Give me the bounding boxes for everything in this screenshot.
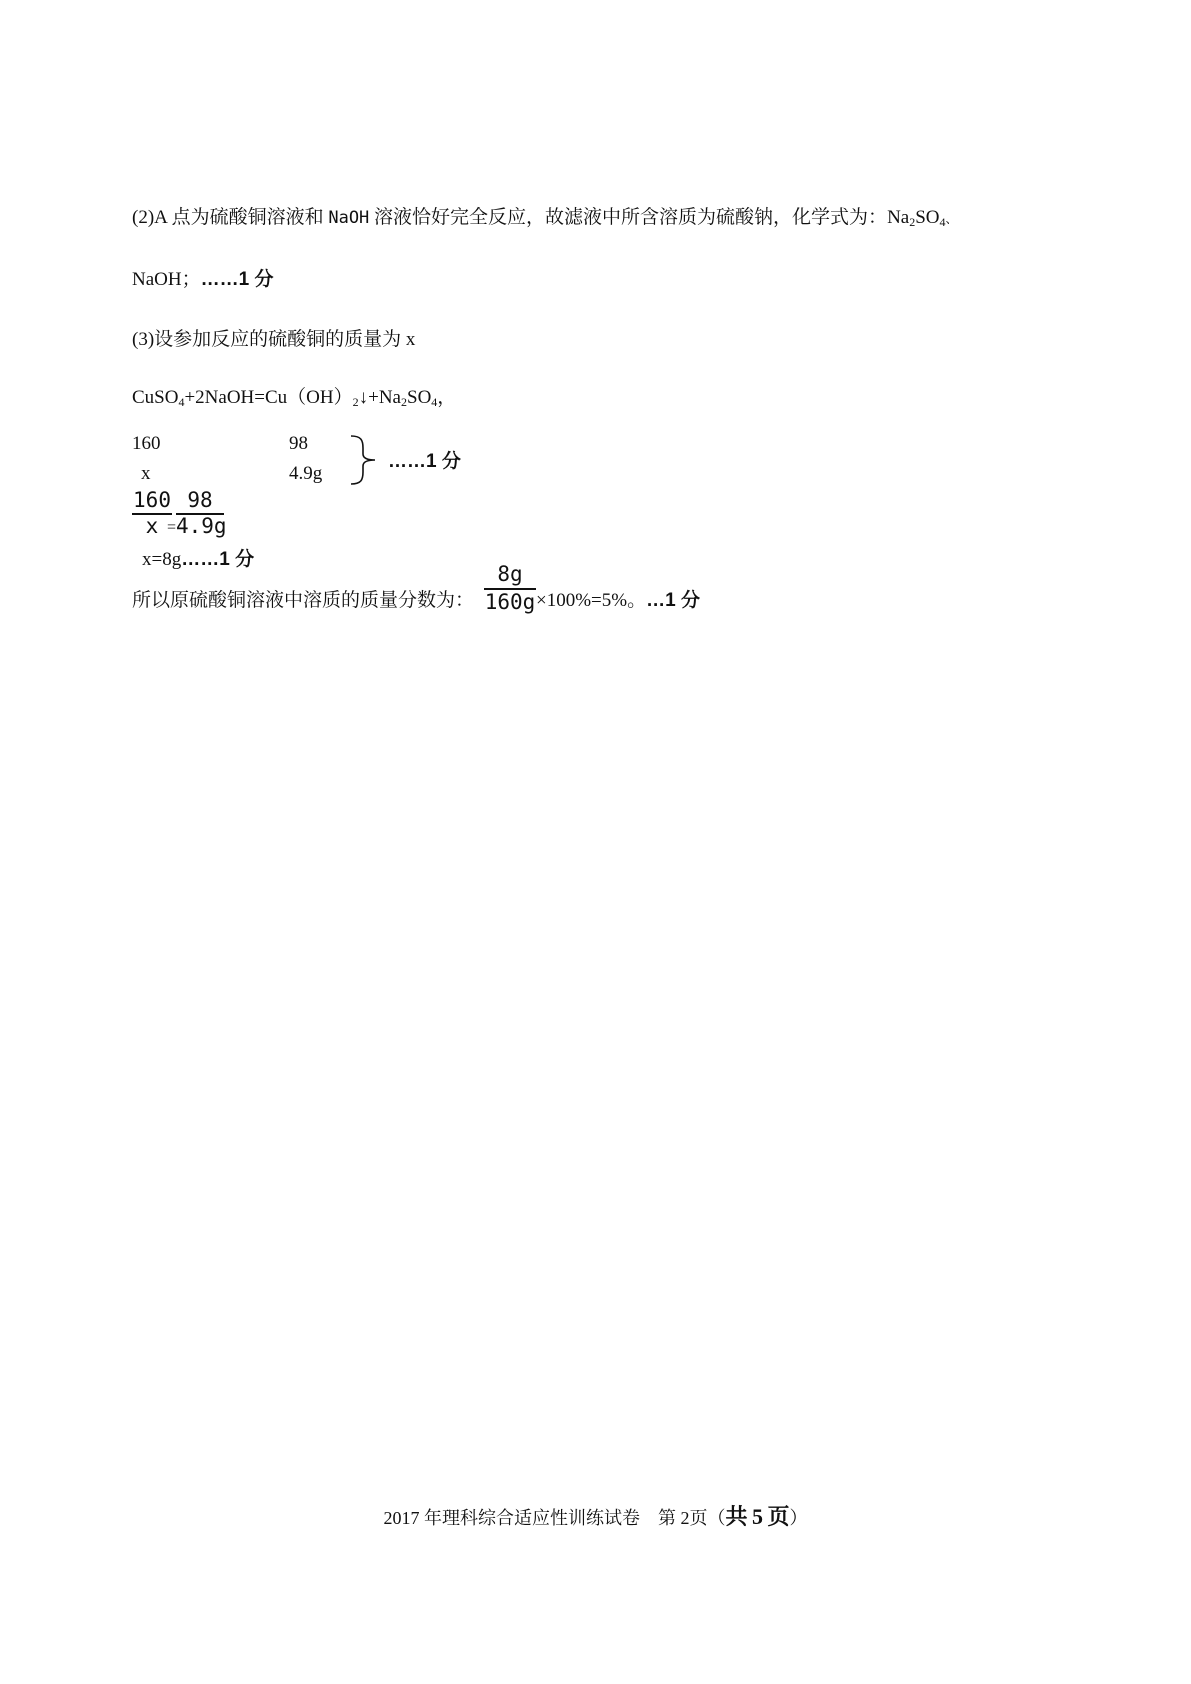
result-score: ……1 分 [181, 549, 255, 570]
footer-text: 2017 年理科综合适应性训练试卷 第 2页（ [383, 1508, 726, 1528]
ratio-r1c2: 98 [289, 433, 308, 454]
part3-line [132, 328, 415, 352]
fraction-right-den: 4.9g [176, 514, 227, 538]
part3-text: 设参加反应的硫酸铜的质量为 x [154, 329, 416, 350]
conclusion-tail: ×100%=5%。…1 分 [536, 590, 700, 611]
fraction-conclusion [484, 562, 536, 618]
ratio-r2c1: x [141, 463, 151, 484]
part2-line2 [132, 268, 273, 292]
part2-text: A 点为硫酸铜溶液和 [154, 207, 329, 228]
part3-label: (3) [132, 329, 155, 350]
ratio-r2c2: 4.9g [289, 463, 323, 484]
part2-naoh: NaOH [328, 208, 370, 228]
brace-icon [349, 434, 379, 486]
page-footer: 2017 年理科综合适应性训练试卷 第 2页（共 5 页） [383, 1504, 808, 1529]
chemical-equation: $CuSO_4+2NaOH=Cu(OH)_2↓+Na_2SO_4$， [132, 387, 457, 409]
ratio-r1c1: 160 [132, 433, 161, 454]
result-line [142, 548, 254, 572]
fraction-left [132, 488, 172, 544]
conclusion-text: 所以原硫酸铜溶液中溶质的质量分数为： [132, 590, 475, 611]
formula-na2so4: $Na_2SO_4$ [887, 207, 946, 229]
part2-sep: 、 [945, 212, 958, 226]
result-text: x=8g [142, 549, 182, 570]
fraction-conclusion-den: 160g [484, 590, 536, 614]
fraction-left-num: 160 [133, 488, 171, 512]
conclusion-score: …1 分 [646, 590, 700, 611]
part2-line1 [132, 206, 958, 234]
score-mark: ……1 分 [200, 269, 274, 290]
conclusion-line [132, 589, 474, 613]
fraction-right [176, 488, 227, 544]
part2-label: (2) [132, 207, 155, 228]
fraction-right-num: 98 [187, 488, 213, 512]
part2-naoh2: NaOH； [132, 269, 201, 290]
part2-text2: 溶液恰好完全反应，故滤液中所含溶质为硫酸钠，化学式为： [369, 207, 888, 228]
ratio-score: ……1 分 [388, 451, 461, 472]
fraction-left-den: x [145, 514, 159, 538]
fraction-conclusion-num: 8g [497, 562, 523, 586]
proportion-eq: = [167, 519, 177, 536]
